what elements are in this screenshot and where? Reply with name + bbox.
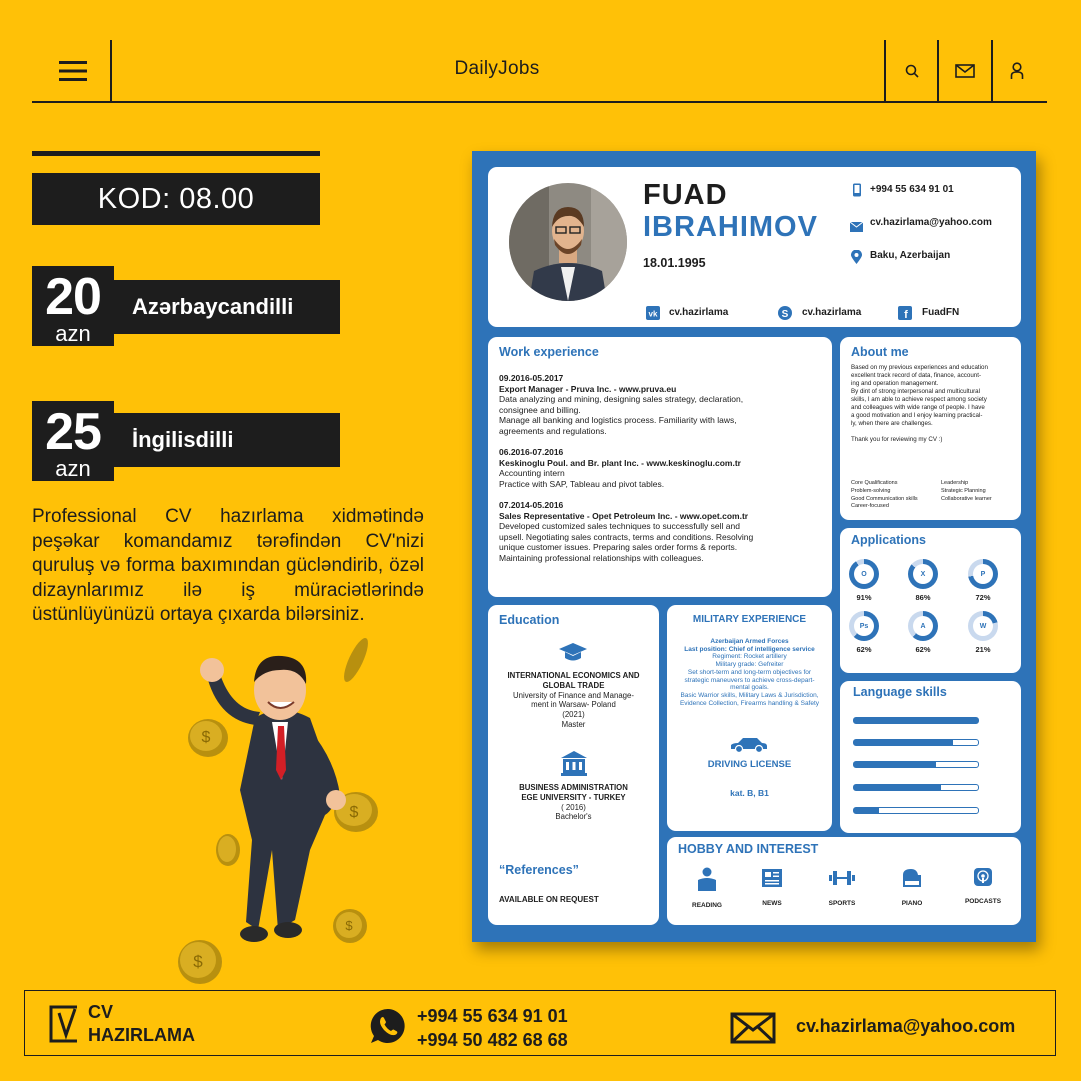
svg-text:$: $ [193,952,203,971]
job-date: 07.2014-05.2016 [499,500,564,510]
svg-text:$: $ [349,804,359,821]
job-date: 09.2016-05.2017 [499,373,564,383]
language-bar [853,784,979,791]
svg-text:vk: vk [648,309,658,319]
powerpoint-icon: P [968,559,998,589]
job-date: 06.2016-07.2016 [499,447,564,457]
about-line: Thank you for reviewing my CV :) [851,436,943,443]
about-line [851,428,1016,436]
phone-icon [852,183,862,202]
facebook-icon [898,306,912,325]
military-line: strategic maneuvers to achieve cross-depart- [684,676,815,684]
piano-icon [901,867,923,889]
app-excel [906,559,940,602]
photoshop-icon: Ps [849,611,879,641]
work-experience-title: Work experience [499,345,599,359]
sports-icon [828,867,856,889]
app-word [966,611,1000,654]
skype-handle[interactable]: cv.hazirlama [802,307,862,318]
degree-detail: University of Finance and Manage- [513,690,634,700]
job-line: Developed customized sales techniques to successfully sell and [499,521,740,531]
price-currency: azn [55,321,91,346]
hobby-news [742,867,802,907]
hobby-card [667,837,1021,925]
coin-icon [216,834,240,866]
job-role: Export Manager - Pruva Inc. - www.pruva.eu [499,383,677,394]
envelope-icon [730,1012,776,1044]
hobby-sports [812,867,872,907]
svg-text:f: f [904,309,908,320]
access-icon: A [908,611,938,641]
hobby-label: READING [692,902,722,909]
job-line: Practice with SAP, Tableau and pivot tables. [499,478,665,489]
skills-right [941,480,992,503]
price-amount: 20 [45,268,101,326]
references-text: AVAILABLE ON REQUEST [499,895,599,904]
businessman-illustration [160,630,470,990]
svg-text:$: $ [345,918,353,933]
cv-phone: +994 55 634 91 01 [870,184,954,195]
language-bar [853,761,979,768]
app-photoshop [847,611,881,654]
kod-top-rule [32,151,320,156]
job-line: Accounting intern [499,468,565,478]
about-line: ly, when there are challenges. [851,420,933,427]
hobby-label: PODCASTS [964,898,1002,905]
price-currency: azn [55,456,91,481]
applications-card [840,528,1021,673]
degree-name: GLOBAL TRADE [542,680,605,690]
about-line: a good motivation and I enjoy learning practical- [851,412,983,419]
footer-phone-2[interactable]: +994 50 482 68 68 [417,1030,568,1050]
hobby-label: SPORTS [828,900,856,907]
degree-name: INTERNATIONAL ECONOMICS AND [507,671,640,680]
app-percent: 62% [915,645,931,654]
email-icon [850,219,863,237]
cv-email: cv.hazirlama@yahoo.com [870,217,992,228]
profile-photo [509,183,627,301]
podcasts-icon [973,867,993,887]
language-skills-title: Language skills [853,685,947,699]
about-line: skills, I am able to achieve respect among society [851,396,987,403]
degree-detail: (2021) [562,710,585,720]
footer-bar [24,990,1056,1056]
job-line: Manage all banking and logistics process. Familiarity with laws, [499,415,737,425]
language-bar [853,717,979,724]
skill-item: Career-focused [851,503,889,510]
app-percent: 62% [856,645,872,654]
language-bar-fill [854,762,936,767]
outlook-icon: O [849,559,879,589]
cv-location: Baku, Azerbaijan [870,250,951,261]
degree-name: BUSINESS ADMINISTRATION [519,783,628,792]
app-access [906,611,940,654]
hobby-label: NEWS [762,900,782,907]
vk-icon [646,306,660,325]
military-line: Military grade: Gefreiter [715,661,784,669]
applications-title: Applications [851,533,927,547]
driving-license-category: kat. B, B1 [730,788,769,798]
footer-email[interactable]: cv.hazirlama@yahoo.com [796,1016,1016,1036]
skill-item: Good Communication skills [851,495,918,502]
hobby-reading [677,867,737,909]
hobby-podcasts [953,867,1013,905]
app-outlook [847,559,881,602]
military-line: Basic Warrior skills, Military Laws & Jurisdiction, [680,691,819,699]
language-label-azerbaijani: Azərbaycandilli [114,280,340,334]
language-bar-fill [854,718,978,723]
app-powerpoint [966,559,1000,602]
excel-icon: X [908,559,938,589]
price-badge-english [32,401,114,481]
coin-icon [178,940,222,984]
about-me-text [851,364,1016,444]
education-card [488,605,659,925]
degree-detail: Master [561,719,586,729]
language-bar [853,807,979,814]
job-entry [499,500,824,563]
skill-item: Core Qualifications [851,480,898,486]
coin-icon [333,909,367,943]
cv-birth-date: 18.01.1995 [643,256,706,270]
mail-icon[interactable] [939,40,991,102]
military-line: Set short-term and long-term objectives for [687,668,812,676]
search-icon[interactable] [886,40,937,102]
job-role: Sales Representative - Opet Petroleum Inc. - www.opet.com.tr [499,510,749,521]
job-role: Keskinoglu Poul. and Br. plant Inc. - www.keskinoglu.com.tr [499,457,741,468]
coin-icon [340,635,373,684]
app-percent: 21% [975,645,991,654]
service-description: Professional CV hazırlama xidmətində peşəkar komandamız tərəfindən CV'nizi quruluş və forma baxımından gücləndirib, özəl dizaynlarımız ilə iş müraciətlərində üstünlüyünüzü ortaya çıxarda bilərsiniz. [32,506,424,625]
coin-icon [188,719,228,757]
price-badge-azerbaijani [32,266,114,346]
degree-name: EGE UNIVERSITY - TURKEY [521,792,626,802]
location-icon [851,250,862,269]
about-line: By dint of strong interpersonal and multicultural [851,388,980,395]
references-title: “References” [499,863,579,877]
cv-document [472,151,1036,942]
university-building-icon [560,749,588,782]
military-line: Evidence Collection, Firearms handling & Safety [679,699,820,707]
news-icon [761,867,783,889]
education-title: Education [499,613,560,627]
product-code: KOD: 08.00 [32,173,320,225]
military-text [669,638,830,707]
language-bar-fill [854,740,953,745]
job-line: agreements and regulations. [499,425,607,436]
job-line: Maintaining professional relationships with colleagues. [499,552,704,563]
word-icon: W [968,611,998,641]
military-line: Azerbaijan Armed Forces [710,638,789,645]
about-line: ing and operation management. [851,380,939,387]
skill-item: Leadership [941,480,969,486]
job-line: Data analyzing and mining, designing sales strategy, declaration, [499,394,744,404]
cv-last-name: IBRAHIMOV [643,211,818,243]
svg-text:$: $ [201,729,211,746]
profile-card [488,167,1021,327]
graduation-cap-icon [558,641,588,668]
about-me-title: About me [851,345,909,359]
footer-phone-1[interactable]: +994 55 634 91 01 [417,1006,568,1026]
skype-icon [778,306,792,325]
about-line: and colleagues with wide range of people. I have [851,404,985,411]
whatsapp-icon [369,1007,407,1045]
logo-line-cv: CV [88,1002,114,1022]
language-bar [853,739,979,746]
skills-left [851,480,918,511]
military-line: Regiment: Rocket artillery [712,653,787,661]
language-skills-card [840,681,1021,833]
military-line: mental goals. [730,684,769,692]
app-percent: 72% [975,593,991,602]
degree-detail: ment in Warsaw- Poland [531,700,616,710]
price-amount: 25 [45,403,101,461]
language-bar-fill [854,785,941,790]
military-line: Last position: Chief of intelligence service [684,645,815,653]
military-experience-card [667,605,832,831]
job-entry [499,447,824,489]
hobby-piano [882,867,942,907]
cv-first-name: FUAD [643,179,728,211]
user-icon[interactable] [993,40,1041,102]
hobby-label: PIANO [901,900,923,907]
skill-item: Collaborative learner [941,495,992,502]
app-percent: 86% [915,593,931,602]
job-line: consignee and billing. [499,404,581,415]
education-entry [492,671,655,730]
vk-handle[interactable]: cv.hazirlama [669,307,729,318]
degree-detail: Bachelor's [555,812,592,822]
hamburger-icon[interactable] [55,40,91,102]
driving-license-title: DRIVING LICENSE [707,759,792,770]
education-entry [492,783,655,822]
about-me-card [840,337,1021,520]
language-label-english: İngilisdilli [114,413,340,467]
car-icon [729,737,769,758]
military-title: MILITARY EXPERIENCE [692,614,807,625]
facebook-handle[interactable]: FuadFN [922,307,960,318]
svg-text:S: S [781,309,789,320]
skill-item: Problem-solving [851,487,891,494]
logo-line-hazirlama: HAZIRLAMA [88,1025,195,1045]
job-entry [499,373,824,436]
cv-logo-icon [47,1003,81,1045]
degree-detail: ( 2016) [561,802,586,812]
about-line: Based on my previous experiences and education [851,364,988,371]
reading-icon [696,867,718,891]
hobby-title: HOBBY AND INTEREST [678,842,819,856]
work-experience-card [488,337,832,597]
app-percent: 91% [856,593,872,602]
skill-item: Strategic Planning [941,487,986,494]
brand-title[interactable]: DailyJobs [454,58,540,79]
job-line: unique customer issues. Preparing sales order forms & reports. [499,542,738,552]
work-experience-list [499,373,824,563]
about-line: excellent track record of data, finance, account- [851,372,982,379]
job-line: upsell. Negotiating sales contracts, terms and conditions. Resolving [499,531,754,542]
language-bar-fill [854,808,879,813]
